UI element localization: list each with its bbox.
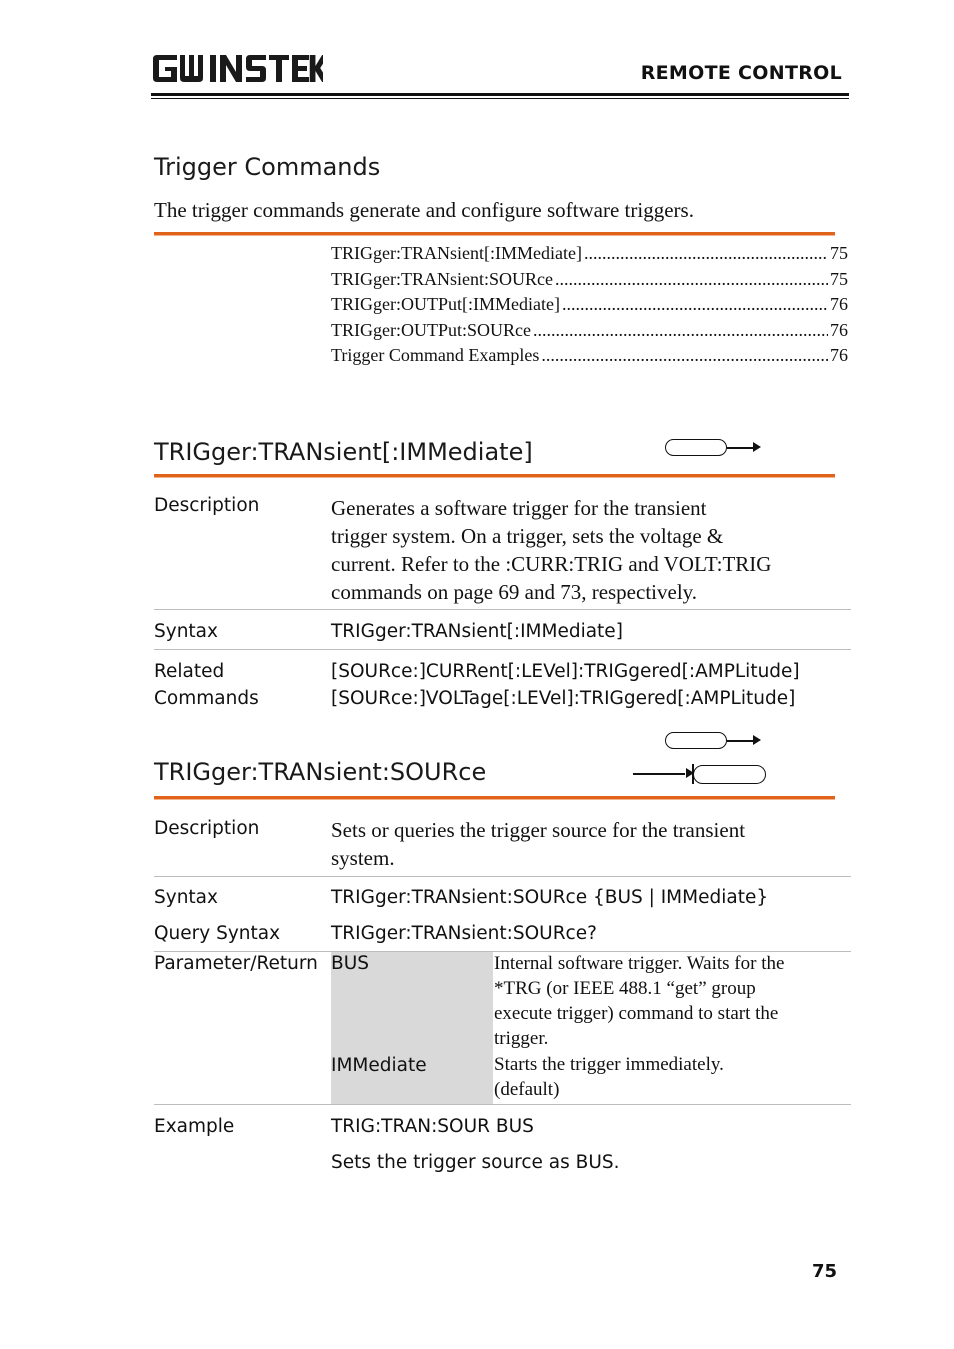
- description-line: Sets or queries the trigger source for the transient: [331, 818, 746, 842]
- toc-leader: [562, 294, 828, 315]
- parameter-description-line: Starts the trigger immediately.: [494, 1054, 724, 1075]
- parameter-label: Parameter/Return: [154, 953, 318, 974]
- command-title: TRIGger:TRANsient[:IMMediate]: [154, 438, 533, 466]
- set-arrow-head: [753, 735, 761, 745]
- parameter-description-line: *TRG (or IEEE 488.1 “get” group: [494, 978, 756, 999]
- toc-item-page: 76: [830, 319, 848, 340]
- related-command: [SOURce:]CURRent[:LEVel]:TRIGgered[:AMPLitude]: [331, 661, 800, 682]
- related-label: Commands: [154, 688, 259, 709]
- toc-item-page: 76: [830, 294, 848, 314]
- row-separator: [154, 609, 851, 610]
- toc-leader: [584, 243, 828, 264]
- description-text: [331, 816, 846, 872]
- toc-leader: [555, 269, 828, 290]
- description-line: Generates a software trigger for the transient: [331, 496, 707, 520]
- row-separator: [154, 876, 851, 877]
- toc-item-label: TRIGger:OUTPut[:IMMediate]: [331, 294, 560, 314]
- toc-item[interactable]: [331, 345, 848, 371]
- row-separator: [154, 1104, 851, 1105]
- description-line: system.: [331, 846, 395, 870]
- row-separator: [154, 649, 851, 650]
- command-divider: [154, 796, 835, 799]
- parameter-description-line: execute trigger) command to start the: [494, 1003, 779, 1024]
- gw-instek-logo: [153, 55, 323, 85]
- toc-item-page: 75: [830, 268, 848, 289]
- table-of-contents: [331, 243, 848, 371]
- toc-item[interactable]: [331, 269, 848, 295]
- description-line: trigger system. On a trigger, sets the voltage &: [331, 524, 724, 548]
- set-command-icon: [665, 438, 761, 458]
- syntax-value: TRIGger:TRANsient:SOURce {BUS | IMMediate}: [331, 887, 769, 908]
- example-description: Sets the trigger source as BUS.: [331, 1152, 620, 1173]
- set-command-icon: [665, 731, 761, 751]
- toc-item[interactable]: [331, 320, 848, 346]
- description-text: [331, 494, 846, 606]
- toc-item[interactable]: [331, 243, 848, 269]
- parameter-name: IMMediate: [331, 1055, 427, 1076]
- header-section-title: REMOTE CONTROL: [640, 62, 842, 84]
- query-arrow-line: [633, 773, 685, 775]
- parameter-description-line: (default): [494, 1079, 560, 1100]
- toc-item-label: TRIGger:TRANsient:SOURce: [331, 268, 553, 289]
- parameter-name: BUS: [331, 953, 369, 974]
- description-label: Description: [154, 818, 260, 839]
- toc-item[interactable]: [331, 294, 848, 320]
- toc-item-page: 75: [830, 243, 848, 263]
- set-pill: [665, 732, 727, 749]
- example-label: Example: [154, 1116, 235, 1137]
- parameter-description-line: trigger.: [494, 1028, 549, 1049]
- description-label: Description: [154, 495, 260, 516]
- syntax-value: TRIGger:TRANsient[:IMMediate]: [331, 621, 623, 642]
- header-divider-thin: [151, 98, 849, 99]
- section-intro: The trigger commands generate and configure software triggers.: [154, 198, 694, 222]
- set-pill: [665, 439, 727, 456]
- syntax-label: Syntax: [154, 887, 218, 908]
- set-arrow-line: [727, 447, 755, 449]
- parameter-description: [494, 1052, 846, 1102]
- page-number: 75: [812, 1261, 838, 1282]
- query-syntax-value: TRIGger:TRANsient:SOURce?: [331, 923, 597, 944]
- intro-divider: [154, 232, 835, 235]
- parameter-name-column: [331, 952, 493, 1104]
- query-syntax-label: Query Syntax: [154, 923, 281, 944]
- parameter-description: [494, 951, 846, 1051]
- toc-leader: [541, 345, 828, 366]
- syntax-label: Syntax: [154, 621, 218, 642]
- query-pill: [693, 765, 766, 784]
- toc-item-label: TRIGger:OUTPut:SOURce: [331, 319, 531, 340]
- command-title: TRIGger:TRANsient:SOURce: [154, 758, 487, 786]
- example-command: TRIG:TRAN:SOUR BUS: [331, 1116, 534, 1137]
- section-title: Trigger Commands: [154, 153, 381, 181]
- toc-item-label: Trigger Command Examples: [331, 345, 540, 365]
- set-arrow-line: [727, 740, 755, 742]
- description-line: commands on page 69 and 73, respectively.: [331, 580, 698, 604]
- description-line: current. Refer to the :CURR:TRIG and VOLT:TRIG: [331, 552, 772, 576]
- related-command: [SOURce:]VOLTage[:LEVel]:TRIGgered[:AMPLitude]: [331, 688, 796, 709]
- set-arrow-head: [753, 442, 761, 452]
- query-command-icon: [633, 763, 767, 785]
- header-divider: [151, 93, 849, 96]
- toc-leader: [533, 320, 828, 341]
- command-divider: [154, 474, 835, 477]
- parameter-description-line: Internal software trigger. Waits for the: [494, 953, 785, 974]
- toc-item-page: 76: [830, 345, 848, 365]
- related-label: Related: [154, 661, 225, 682]
- toc-item-label: TRIGger:TRANsient[:IMMediate]: [331, 243, 582, 263]
